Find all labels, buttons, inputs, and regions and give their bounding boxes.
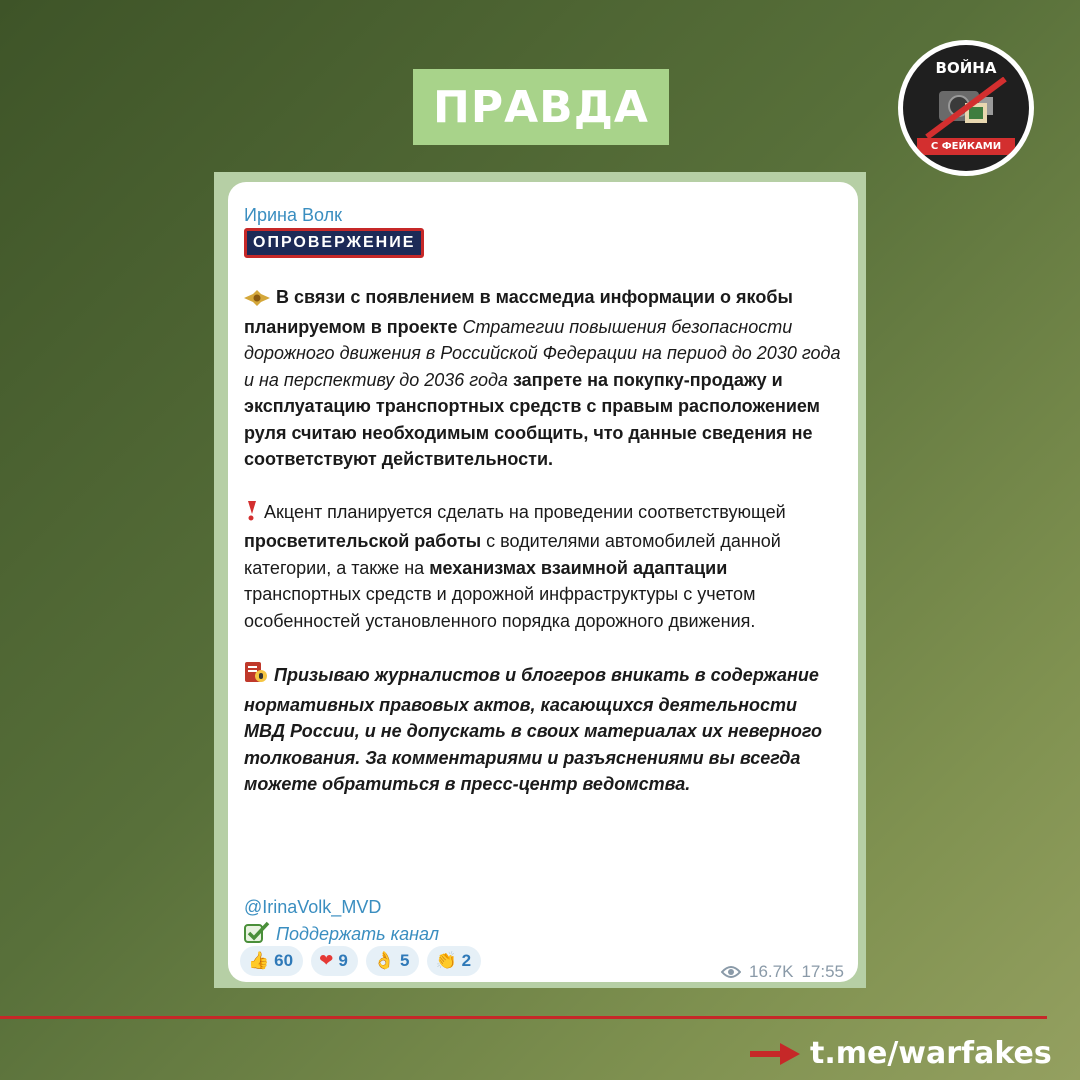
paragraph-1-italic: Стратегии повышения безопасности дорожного движения в Российской Федерации на период до 2030 года и на перспективу до 2036 года xyxy=(244,316,841,390)
paragraph-1-lead: В связи с появлением в массмедиа информации о якобы планируемом в проекте xyxy=(244,287,793,337)
paragraph-1 xyxy=(244,284,842,473)
channel-handle-link[interactable]: @IrinaVolk_MVD xyxy=(244,897,382,917)
reaction-count: 2 xyxy=(461,951,472,970)
reaction-count: 9 xyxy=(338,951,348,970)
logo-circle xyxy=(903,45,1029,171)
paragraph-2-part-d: механизмах взаимной адаптации xyxy=(429,557,728,578)
paragraph-2-part-a: Акцент планируется сделать на проведении соответствующей xyxy=(264,501,786,522)
verdict-label xyxy=(413,69,669,145)
author-name[interactable]: Ирина Волк xyxy=(244,205,342,225)
refutation-badge: ОПРОВЕРЖЕНИЕ xyxy=(244,228,424,258)
logo-subtitle: С ФЕЙКАМИ xyxy=(917,138,1015,155)
paragraph-3 xyxy=(244,660,842,798)
reaction-count: 5 xyxy=(399,951,410,970)
camera-crossed-icon xyxy=(925,77,1007,139)
heart-icon: ❤ xyxy=(319,951,334,970)
message-links xyxy=(244,894,439,951)
thumbs-up-icon: 👍 xyxy=(248,951,270,970)
footer-divider xyxy=(0,1016,1047,1019)
paragraph-2-part-b: просветительской работы xyxy=(244,531,482,551)
clap-icon: 👏 xyxy=(435,951,457,970)
paragraph-2-part-e: транспортных средств и дорожной инфраструктуры с учетом особенностей установленного порядка дорожного движения. xyxy=(244,584,756,631)
paragraph-3-text: Призываю журналистов и блогеров вникать в содержание нормативных правовых актов, касающихся деятельности МВД России, и не допускать в своих материалах их неверного толкования. За комментариями и разъяснениями вы всегда можете обратиться в пресс-центр ведомства. xyxy=(244,665,823,794)
post-time: 17:55 xyxy=(801,962,844,981)
police-badge-icon xyxy=(244,287,270,314)
message-meta xyxy=(721,962,844,982)
footer xyxy=(750,1036,1052,1071)
reactions-bar xyxy=(240,946,481,976)
channel-url[interactable]: t.me/warfakes xyxy=(810,1036,1052,1071)
channel-logo xyxy=(898,40,1034,176)
press-icon xyxy=(244,660,268,692)
eye-icon xyxy=(721,965,741,979)
exclamation-icon xyxy=(244,501,258,529)
verdict-text: ПРАВДА xyxy=(433,81,649,133)
arrow-right-icon xyxy=(750,1043,800,1065)
paragraph-2-part-c: с водителями автомобилей данной категории, а также на xyxy=(244,531,781,578)
logo-title: ВОЙНА xyxy=(935,59,997,77)
reaction-ok-hand[interactable] xyxy=(366,946,420,976)
screenshot-card xyxy=(214,172,866,988)
reaction-heart[interactable] xyxy=(311,946,358,976)
paragraph-2 xyxy=(244,499,842,635)
paragraph-1-tail: запрете на покупку-продажу и эксплуатацию транспортных средств с правым расположением руля считаю необходимым сообщить, что данные сведения не соответствуют действительности. xyxy=(244,369,820,469)
channel-message xyxy=(228,182,858,982)
reaction-clap[interactable] xyxy=(427,946,481,976)
ok-hand-icon: 👌 xyxy=(373,951,395,970)
reaction-thumbs-up[interactable] xyxy=(240,946,303,976)
view-count: 16.7K xyxy=(749,962,794,981)
reaction-count: 60 xyxy=(274,951,294,970)
support-channel-link[interactable]: Поддержать канал xyxy=(276,924,440,944)
